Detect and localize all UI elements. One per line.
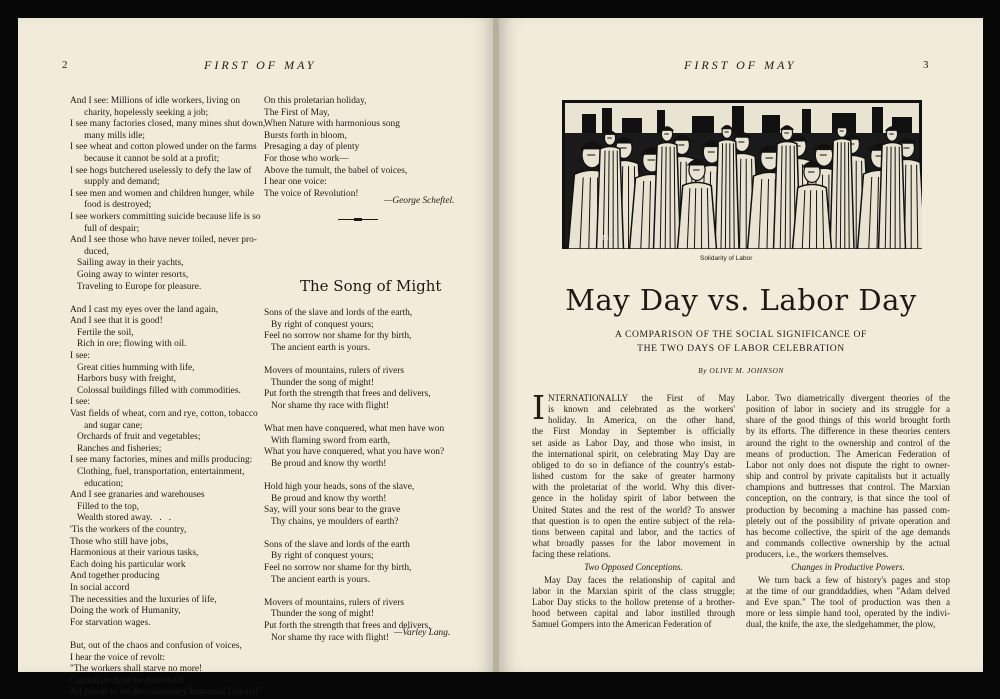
poem-line: Clothing, fuel, transportation, entertainment, <box>70 467 245 477</box>
article-line: is known and celebrated as the workers' <box>548 404 735 415</box>
poem-first-of-may-column-2 <box>264 96 407 200</box>
section-heading-two-opposed-conceptions: Two Opposed Conceptions. <box>584 562 683 573</box>
poem-line: Thunder the song of might! <box>264 609 374 620</box>
article-title: May Day vs. Labor Day <box>565 283 917 317</box>
poem-line: Thy chains, ye moulders of earth? <box>264 516 399 527</box>
poem-line: Great cities humming with life, <box>70 362 195 373</box>
poem-line <box>264 528 444 540</box>
poem-line: I see many factories closed, many mines shut down, <box>70 119 266 130</box>
article-line: Labor not only does not dispute the right to owner- <box>746 459 950 470</box>
poem-line <box>264 470 444 482</box>
article-line: pletely out of the possibility of private operation and <box>746 515 950 526</box>
poem-line: And I see: Millions of idle workers, living on <box>70 96 241 106</box>
poem-line: supply and demand; <box>70 177 160 188</box>
poem-line: Traveling to Europe for pleasure. <box>70 281 202 292</box>
poem-line: I hear the voice of revolt: <box>70 652 166 663</box>
article-line: share of the good things of this world brought forth <box>746 415 950 426</box>
poem-first-of-may-column-1 <box>70 96 265 699</box>
illustration-caption: Solidarity of Labor <box>700 255 753 262</box>
poem-line: Movers of mountains, rulers of rivers <box>264 597 405 608</box>
poem-line: Sons of the slave and lords of the earth, <box>264 308 413 318</box>
article-line: the First Monday in September is officially <box>532 426 735 437</box>
poem-line: By right of conquest yours; <box>264 319 374 330</box>
article-line: and Eve span." The tool of production was then a <box>746 596 950 607</box>
poem-line: All power to the Revolutionary Industrial Unions!" <box>70 687 262 698</box>
article-line: producers, i.e., the workers themselves. <box>746 549 889 560</box>
poem-line: Fertile the soil, <box>70 327 134 338</box>
poem-line: duced, <box>70 246 109 257</box>
poem-line: What you have conquered, what you have won? <box>264 447 445 458</box>
poem-line: Harmonious at their various tasks, <box>70 548 199 559</box>
poem-line: I see workers committing suicide because life is so <box>70 211 261 222</box>
woodcut-illustration-crowd <box>562 100 922 249</box>
poem1-author: —George Scheftel. <box>384 196 455 206</box>
poem-line: I see hogs butchered uselessly to defy the law of <box>70 165 252 176</box>
article-line: the international spirit, on celebrating May Day are <box>532 448 735 459</box>
poem-line: Bursts forth in bloom, <box>264 130 347 141</box>
article-line: Samuel Gompers into the American Federation of <box>532 619 712 630</box>
poem-line: I see many factories, mines and mills producing: <box>70 455 253 466</box>
poem-line: Vast fields of wheat, corn and rye, cotton, tobacco <box>70 409 258 420</box>
poem-line: Presaging a day of plenty <box>264 142 360 153</box>
article-line: what broadly passes for the labor movement in <box>532 538 735 549</box>
article-line: United States and the rest of the world? To answer <box>532 504 735 515</box>
article-line: by its efforts. The difference in these theories centers <box>746 426 950 437</box>
article-line: dual, the knife, the axe, the sledgehammer, the plow, <box>746 619 936 630</box>
article-line: has become collective, the spirit of the age demands <box>746 526 950 537</box>
poem-line: charity, hopelessly seeking a job; <box>70 107 209 118</box>
article-subtitle-line-2: THE TWO DAYS OF LABOR CELEBRATION <box>637 343 845 354</box>
poem-line: Wealth stored away. . . <box>70 513 172 524</box>
poem-line: And I cast my eyes over the land again, <box>70 304 219 315</box>
article-byline: By OLIVE M. JOHNSON <box>698 366 784 375</box>
page-number-left: 2 <box>62 59 68 71</box>
poem-line <box>264 354 444 366</box>
running-head-right: FIRST OF MAY <box>684 58 797 72</box>
poem-line: And together producing <box>70 571 160 582</box>
poem-line: Nor shame thy race with flight! <box>264 632 389 643</box>
article-line: more or less simple hand tool, operated by the indivi- <box>746 607 950 618</box>
poem-line: What men have conquered, what men have won <box>264 423 445 434</box>
poem-line: 'Tis the workers of the country, <box>70 524 187 535</box>
poem-line: Ranches and fisheries; <box>70 443 162 454</box>
article-line: lished custom for the sake of greater harmony <box>532 471 735 482</box>
article-line: champions and buttresses that control. The Marxian <box>746 482 950 493</box>
article-line: labor in the Marxian spirit of the class struggle; <box>532 585 735 596</box>
poem-line: The ancient earth is yours. <box>264 574 371 585</box>
poem-line: And I see those who have never toiled, never pro- <box>70 235 257 246</box>
poem-line: I see wheat and cotton plowed under on the farms <box>70 142 257 153</box>
running-head-left: FIRST OF MAY <box>204 58 317 72</box>
ornamental-rule <box>338 218 378 221</box>
poem-line: I see: <box>70 351 91 362</box>
poem-line: Capitalism must be destroyed! <box>70 675 185 686</box>
poem-line: full of despair; <box>70 223 140 234</box>
article-line: facing these relations. <box>532 549 611 560</box>
poem-line: Put forth the strength that frees and delivers, <box>264 621 431 632</box>
poem-line <box>264 586 444 598</box>
article-subtitle-line-1: A COMPARISON OF THE SOCIAL SIGNIFICANCE OF <box>615 329 867 340</box>
poem-line: Say, will your sons bear to the grave <box>264 505 401 516</box>
poem-line: food is destroyed; <box>70 200 152 211</box>
article-line: set aside as Labor Day, and those who insist, in <box>532 437 735 448</box>
poem2-author: —Varley Lang. <box>394 628 451 638</box>
article-line: Labor Day sticks to the hollow pretense of a brother- <box>532 596 735 607</box>
poem-song-of-might <box>264 308 444 644</box>
article-line: Labor. Two diametrically divergent theories of the <box>746 393 950 403</box>
article-line: around the right to the ownership and control of the <box>746 437 950 448</box>
poem-line: education; <box>70 478 124 489</box>
article-line: and commands collective ownership by the actual <box>746 538 950 549</box>
poem-line: Colossal buildings filled with commodities. <box>70 385 241 396</box>
article-line: gence in the holiday spirit of labor between the <box>532 493 735 504</box>
page-number-right: 3 <box>923 59 929 71</box>
poem-line: Harbors busy with freight, <box>70 374 176 385</box>
poem-line: Thunder the song of might! <box>264 377 374 388</box>
poem-line <box>70 629 265 641</box>
poem-line <box>264 412 444 424</box>
poem-line: And I see that it is good! <box>70 316 163 327</box>
poem-line: I hear one voice: <box>264 177 327 188</box>
poem-line: For those who work— <box>264 153 349 164</box>
poem-line: Movers of mountains, rulers of rivers <box>264 365 405 376</box>
poem-line: On this proletarian holiday, <box>264 96 367 106</box>
poem-line: Sons of the slave and lords of the earth <box>264 539 410 550</box>
poem-line: But, out of the chaos and confusion of voices, <box>70 640 242 651</box>
article-line: We turn back a few of history's pages and stop <box>758 574 950 585</box>
poem-line: The First of May, <box>264 107 330 118</box>
article-column-1 <box>532 388 735 630</box>
article-line: obliged to do so in defiance of the country's estab- <box>532 459 735 470</box>
article-line: position of labor in society and its struggle for a <box>746 404 950 415</box>
drop-cap: I <box>532 388 546 427</box>
article-line: tions between capital and labor, and the tactics of <box>532 526 735 537</box>
poem-line: I see: <box>70 397 91 408</box>
poem-line: When Nature with harmonious song <box>264 119 400 130</box>
poem-line: The necessities and the luxuries of life, <box>70 594 217 605</box>
article-line: means of production. The American Federation of <box>746 448 950 459</box>
article-column-2 <box>746 393 950 630</box>
illustration-initials: B.H. <box>600 234 614 242</box>
poem-line: Doing the work of Humanity, <box>70 606 181 617</box>
poem-line: many mills idle; <box>70 130 145 141</box>
poem-line: Be proud and know thy worth! <box>264 458 387 469</box>
poem-line: Orchards of fruit and vegetables; <box>70 432 201 443</box>
poem-line: Hold high your heads, sons of the slave, <box>264 481 415 492</box>
poem-line: Be proud and know thy worth! <box>264 493 387 504</box>
poem-line: Put forth the strength that frees and delivers, <box>264 389 431 400</box>
poem-line <box>70 293 265 305</box>
article-line: May Day faces the relationship of capital and <box>544 574 735 585</box>
poem-line: "The workers shall starve no more! <box>70 664 203 675</box>
poem-line: For starvation wages. <box>70 617 151 628</box>
poem-line: Filled to the top, <box>70 501 140 512</box>
article-line: ship and control by private capitalists but it actually <box>746 471 950 482</box>
section-heading-changes-in-productive-powers: Changes in Productive Powers. <box>791 562 905 573</box>
article-line: NTERNATIONALLY the First of May <box>548 393 735 403</box>
article-line: that question is to open the entire subject of the rela- <box>532 515 735 526</box>
poem-line: Sailing away in their yachts, <box>70 258 184 269</box>
poem-line: I see men and women and children hunger, while <box>70 188 255 199</box>
poem-line: Feel no sorrow nor shame for thy birth, <box>264 331 412 342</box>
poem-title-song-of-might: The Song of Might <box>300 277 442 295</box>
poem-line: and sugar cane; <box>70 420 143 431</box>
poem-line: Rich in ore; flowing with oil. <box>70 339 187 350</box>
article-line: at the time of our granddaddies, when "Adam delved <box>746 585 950 596</box>
poem-line: In social accord <box>70 582 130 593</box>
article-line: with the proletariat of the world. Why this diver- <box>532 482 735 493</box>
poem-line: With flaming sword from earth, <box>264 435 390 446</box>
poem-line: Those who still have jobs, <box>70 536 169 547</box>
article-line: production by becoming a machine has passed com- <box>746 504 950 515</box>
poem-line: Feel no sorrow nor shame for thy birth, <box>264 563 412 574</box>
poem-line: The voice of Revolution! <box>264 188 359 199</box>
poem-line: Going away to winter resorts, <box>70 269 189 280</box>
poem-line: Each doing his particular work <box>70 559 186 570</box>
poem-line: The ancient earth is yours. <box>264 342 371 353</box>
poem-line: Nor shame thy race with flight! <box>264 400 389 411</box>
article-line: holiday. In America, on the other hand, <box>548 415 735 426</box>
poem-line: And I see granaries and warehouses <box>70 490 205 501</box>
article-line: conception, on the contrary, is that since the tool of <box>746 493 950 504</box>
poem-line: By right of conquest yours; <box>264 551 374 562</box>
poem-line: Above the tumult, the babel of voices, <box>264 165 408 176</box>
article-line: hood between capital and labor instilled through <box>532 607 735 618</box>
poem-line: because it cannot be sold at a profit; <box>70 153 220 164</box>
